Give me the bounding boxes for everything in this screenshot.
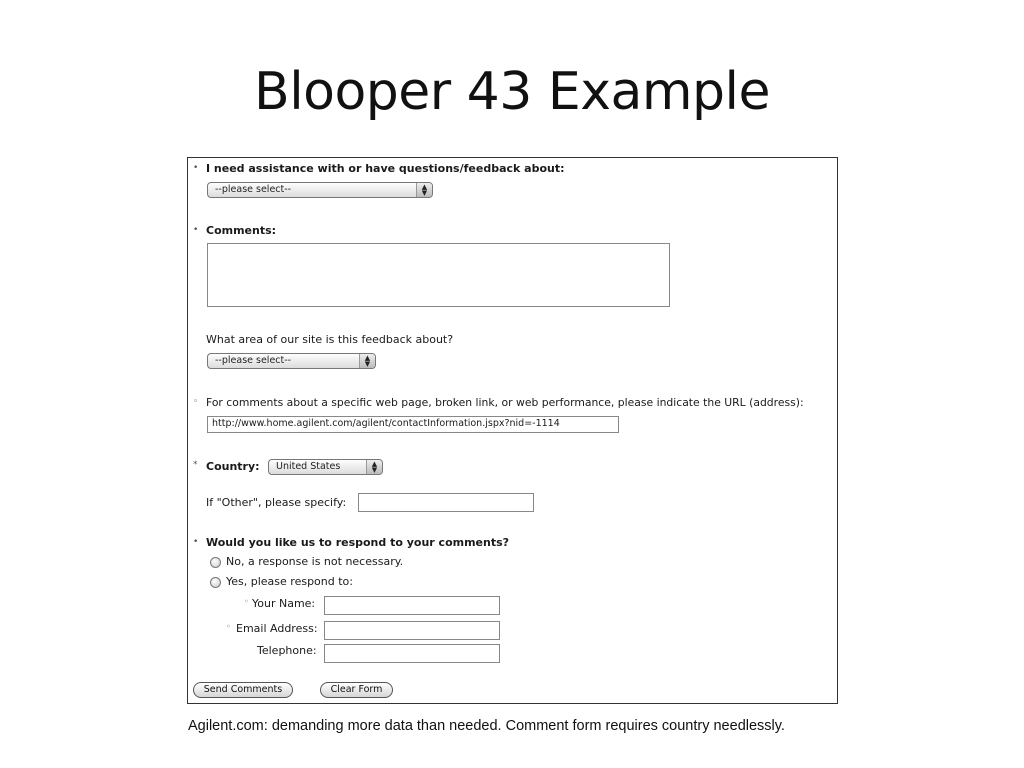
country-label: Country: — [206, 460, 260, 473]
required-bullet-icon: • — [193, 225, 199, 235]
other-country-input[interactable] — [358, 493, 534, 512]
slide-caption: Agilent.com: demanding more data than needed. Comment form requires country needlessly. — [188, 718, 785, 734]
comments-label: Comments: — [206, 224, 277, 237]
respond-label: Would you like us to respond to your comments? — [206, 536, 510, 549]
no-response-radio[interactable] — [210, 557, 221, 568]
assistance-select-value: --please select-- — [215, 184, 292, 195]
slide-title: Blooper 43 Example — [254, 62, 770, 122]
email-input[interactable] — [324, 621, 500, 640]
assistance-select[interactable] — [207, 182, 433, 198]
site-area-select-value: --please select-- — [215, 355, 292, 366]
site-area-select[interactable] — [207, 353, 376, 369]
feedback-form-screenshot — [187, 157, 838, 704]
your-name-input[interactable] — [324, 596, 500, 615]
optional-bullet-icon: ◦ — [193, 397, 199, 407]
telephone-label: Telephone: — [257, 644, 317, 657]
country-select-value: United States — [276, 461, 341, 472]
yes-respond-label: Yes, please respond to: — [226, 575, 353, 588]
site-area-label: What area of our site is this feedback about? — [206, 333, 454, 346]
url-input[interactable]: http://www.home.agilent.com/agilent/contactInformation.jspx?nid=-1114 — [207, 416, 619, 433]
select-arrows-icon: ▲ ▼ — [366, 460, 382, 474]
required-bullet-icon: • — [193, 163, 199, 173]
select-arrows-icon: ▲ ▼ — [359, 354, 375, 368]
optional-bullet-icon: ◦ — [244, 597, 249, 606]
yes-respond-radio[interactable] — [210, 577, 221, 588]
url-label: For comments about a specific web page, broken link, or web performance, please indicate the URL (address): — [206, 396, 804, 409]
country-select[interactable] — [268, 459, 383, 475]
optional-bullet-icon: ◦ — [226, 622, 231, 631]
required-bullet-icon: * — [193, 460, 198, 470]
clear-form-button[interactable]: Clear Form — [320, 682, 393, 698]
comments-textarea[interactable] — [207, 243, 670, 307]
email-label: Email Address: — [236, 622, 318, 635]
required-bullet-icon: • — [193, 537, 199, 547]
your-name-label: Your Name: — [252, 597, 316, 610]
no-response-label: No, a response is not necessary. — [226, 555, 404, 568]
send-comments-button[interactable]: Send Comments — [193, 682, 293, 698]
other-country-label: If "Other", please specify: — [206, 496, 347, 509]
telephone-input[interactable] — [324, 644, 500, 663]
select-arrows-icon: ▲ ▼ — [416, 183, 432, 197]
assistance-label: I need assistance with or have questions/feedback about: — [206, 162, 565, 175]
